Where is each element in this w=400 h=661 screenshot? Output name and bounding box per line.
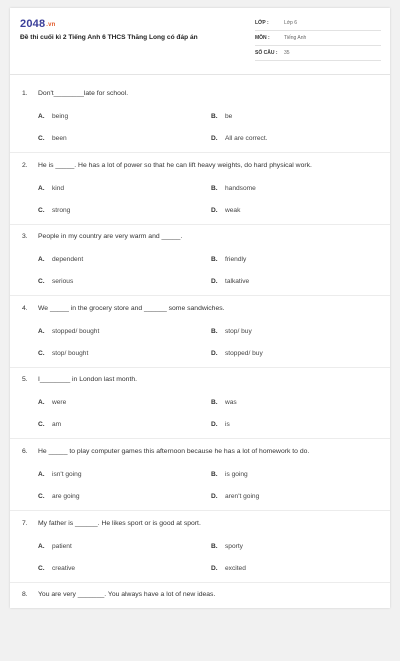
option-text: are going (52, 492, 80, 500)
question-separator (10, 438, 390, 439)
option-text: isn't going (52, 470, 82, 478)
option-letter: B. (211, 113, 218, 120)
option-letter: B. (211, 327, 218, 335)
option-letter: A. (38, 327, 45, 335)
question-stem: We _____ in the grocery store and ______ some sandwiches. (38, 304, 225, 312)
option-letter: B. (211, 399, 218, 407)
question-item (10, 160, 390, 232)
question-text (22, 520, 201, 527)
option-letter: A. (38, 470, 45, 478)
question-stem: People in my country are very warm and _____. (38, 233, 183, 241)
answer-option[interactable] (38, 471, 82, 478)
option-letter: C. (38, 135, 45, 142)
option-text: dependent (52, 256, 84, 264)
question-text (22, 233, 182, 240)
answer-option[interactable] (38, 543, 72, 550)
option-text: creative (52, 564, 76, 572)
answer-option[interactable] (38, 421, 61, 428)
option-text: friendly (225, 256, 247, 264)
answer-option[interactable] (211, 278, 249, 285)
answer-option[interactable] (211, 493, 259, 500)
question-number: 3. (22, 233, 28, 241)
answer-option[interactable] (38, 135, 67, 142)
option-text: strong (52, 206, 71, 214)
option-text: patient (52, 542, 72, 550)
option-text: weak (225, 206, 241, 214)
meta-count-row (255, 46, 381, 61)
option-text: am (52, 421, 62, 429)
question-number: 2. (22, 161, 28, 169)
option-text: excited (225, 564, 246, 572)
question-text (22, 448, 309, 455)
option-text: is (225, 421, 230, 429)
answer-option[interactable] (211, 350, 263, 357)
question-number: 5. (22, 376, 28, 384)
question-text (22, 376, 137, 383)
exam-header (10, 8, 390, 74)
meta-class-row (255, 16, 381, 31)
question-stem: My father is ______. He likes sport or is good at sport. (38, 519, 201, 527)
option-letter: D. (211, 278, 218, 286)
option-text: aren't going (225, 492, 260, 500)
question-stem: Don't________late for school. (38, 90, 129, 97)
answer-option[interactable] (211, 399, 237, 406)
question-item (10, 374, 390, 446)
question-stem: He is _____. He has a lot of power so that he can lift heavy weights, do hard physical work. (38, 161, 312, 169)
option-letter: B. (211, 470, 218, 478)
question-list (10, 88, 390, 661)
answer-option[interactable] (211, 471, 248, 478)
question-stem: He _____ to play computer games this afternoon because he has a lot of homework to do. (38, 447, 310, 455)
question-stem: I________ in London last month. (38, 376, 138, 384)
option-text: kind (52, 184, 65, 192)
meta-label: SỐ CÂU : (255, 50, 278, 56)
question-text (22, 162, 312, 169)
option-letter: A. (38, 113, 45, 120)
meta-subject-row (255, 31, 381, 46)
option-letter: C. (38, 349, 45, 357)
meta-value: Tiếng Anh (284, 35, 307, 41)
option-letter: D. (211, 564, 218, 572)
question-text (22, 305, 225, 312)
option-letter: D. (211, 421, 218, 429)
question-separator (10, 295, 390, 296)
question-number: 8. (22, 591, 28, 599)
site-logo[interactable] (20, 18, 56, 30)
meta-value: 35 (284, 50, 290, 56)
option-letter: A. (38, 184, 45, 192)
option-text: handsome (225, 184, 256, 192)
option-text: stopped/ bought (52, 327, 100, 335)
option-text: been (52, 135, 67, 142)
question-text (22, 591, 215, 598)
meta-label: LỚP : (255, 20, 269, 26)
question-item (10, 446, 390, 518)
option-letter: A. (38, 256, 45, 264)
option-letter: B. (211, 184, 218, 192)
answer-option[interactable] (38, 493, 80, 500)
option-text: being (52, 113, 69, 120)
option-letter: C. (38, 278, 45, 286)
question-number: 1. (22, 90, 28, 97)
question-item (10, 231, 390, 303)
document-title: Đề thi cuối kì 2 Tiếng Anh 6 THCS Thăng Long có đáp án (20, 34, 198, 41)
option-text: stopped/ buy (225, 349, 263, 357)
answer-option[interactable] (38, 350, 88, 357)
answer-option[interactable] (211, 135, 268, 142)
answer-option[interactable] (211, 421, 230, 428)
answer-option[interactable] (38, 565, 75, 572)
header-divider (10, 74, 390, 75)
answer-option[interactable] (38, 328, 99, 335)
answer-option[interactable] (211, 207, 240, 214)
answer-option[interactable] (38, 256, 83, 263)
question-separator (10, 367, 390, 368)
option-text: serious (52, 278, 74, 286)
option-letter: A. (38, 399, 45, 407)
question-number: 4. (22, 304, 28, 312)
option-text: were (52, 399, 67, 407)
answer-option[interactable] (211, 565, 246, 572)
option-letter: A. (38, 542, 45, 550)
option-letter: C. (38, 421, 45, 429)
answer-option[interactable] (211, 328, 252, 335)
question-item (10, 518, 390, 590)
answer-option[interactable] (38, 278, 73, 285)
question-number: 7. (22, 519, 28, 527)
option-letter: C. (38, 564, 45, 572)
answer-option[interactable] (211, 185, 256, 192)
question-separator (10, 224, 390, 225)
option-text: be (225, 113, 233, 120)
answer-option[interactable] (38, 113, 68, 120)
option-text: stop/ bought (52, 349, 89, 357)
question-text (22, 90, 128, 97)
logo-suffix: .vn (46, 22, 56, 28)
question-stem: You are very _______. You always have a lot of new ideas. (38, 591, 216, 599)
meta-value: Lớp 6 (284, 20, 298, 26)
question-number: 6. (22, 447, 28, 455)
question-item (10, 303, 390, 375)
option-letter: D. (211, 135, 218, 142)
answer-option[interactable] (38, 185, 64, 192)
option-letter: C. (38, 492, 45, 500)
option-text: All are correct. (225, 135, 268, 142)
option-text: talkative (225, 278, 250, 286)
option-letter: B. (211, 542, 218, 550)
option-text: stop/ buy (225, 327, 252, 335)
exam-page (10, 8, 390, 608)
answer-option[interactable] (38, 399, 66, 406)
answer-option[interactable] (211, 543, 243, 550)
option-letter: B. (211, 256, 218, 264)
option-text: is going (225, 470, 248, 478)
meta-label: MÔN : (255, 35, 270, 41)
question-separator (10, 582, 390, 583)
option-text: sporty (225, 542, 243, 550)
question-item (10, 88, 390, 160)
answer-option[interactable] (38, 207, 70, 214)
option-letter: D. (211, 492, 218, 500)
logo-main: 2048 (20, 18, 46, 30)
answer-option[interactable] (211, 256, 246, 263)
exam-meta-info (255, 16, 381, 61)
question-separator (10, 510, 390, 511)
option-text: was (225, 399, 237, 407)
question-separator (10, 152, 390, 153)
option-letter: D. (211, 349, 218, 357)
option-letter: C. (38, 206, 45, 214)
answer-option[interactable] (211, 113, 232, 120)
option-letter: D. (211, 206, 218, 214)
